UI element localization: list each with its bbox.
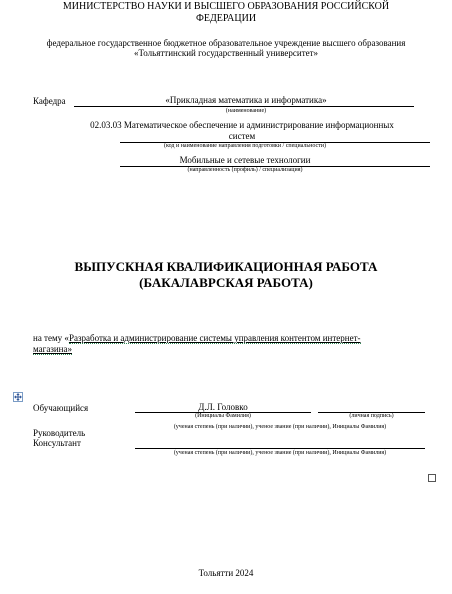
specialty-line-1: 02.03.03 Математическое обеспечение и администрирование информационных: [90, 120, 394, 130]
topic-line-1: на тему «Разработка и администрирование системы управления контентом интернет-: [33, 333, 361, 343]
topic-line-2: магазина»: [33, 344, 72, 354]
supervisor-caption: (ученая степень (при наличии), ученое звание (при наличии), Инициалы Фамилия): [173, 424, 387, 430]
university-name: «Тольяттинский государственный университет»: [133, 48, 319, 58]
specialty-caption: (код и наименование направления подготовки / специальности): [164, 143, 326, 149]
consultant-caption: (ученая степень (при наличии), ученое звание (при наличии), Инициалы Фамилия): [173, 450, 387, 456]
department-name: «Прикладная математика и информатика»: [165, 95, 327, 105]
signature-caption: (личная подпись): [349, 413, 394, 419]
work-title-line-2: (БАКАЛАВРСКАЯ РАБОТА): [139, 275, 313, 290]
city-year: Тольятти 2024: [198, 568, 254, 578]
student-name-caption: (Инициалы Фамилия): [195, 413, 251, 419]
consultant-label: Консультант: [33, 438, 81, 448]
profile-name: Мобильные и сетевые технологии: [179, 155, 311, 165]
student-name: Д.Л. Головко: [198, 402, 248, 412]
specialty-line-2: систем: [228, 131, 256, 141]
department-label: Кафедра: [33, 96, 66, 106]
student-label: Обучающийся: [33, 403, 89, 413]
work-title-line-1: ВЫПУСКНАЯ КВАЛИФИКАЦИОННАЯ РАБОТА: [74, 259, 378, 274]
table-move-handle-icon[interactable]: [13, 389, 23, 399]
institution-type: федеральное государственное бюджетное образовательное учреждение высшего образования: [46, 38, 406, 48]
table-resize-handle[interactable]: [428, 474, 436, 482]
supervisor-label: Руководитель: [33, 428, 86, 438]
profile-caption: (направленность (профиль) / специализация): [187, 167, 303, 173]
ministry-heading: МИНИСТЕРСТВО НАУКИ И ВЫСШЕГО ОБРАЗОВАНИЯ РОССИЙСКОЙ ФЕДЕРАЦИИ: [62, 1, 390, 24]
department-caption: (наименование): [225, 108, 267, 114]
